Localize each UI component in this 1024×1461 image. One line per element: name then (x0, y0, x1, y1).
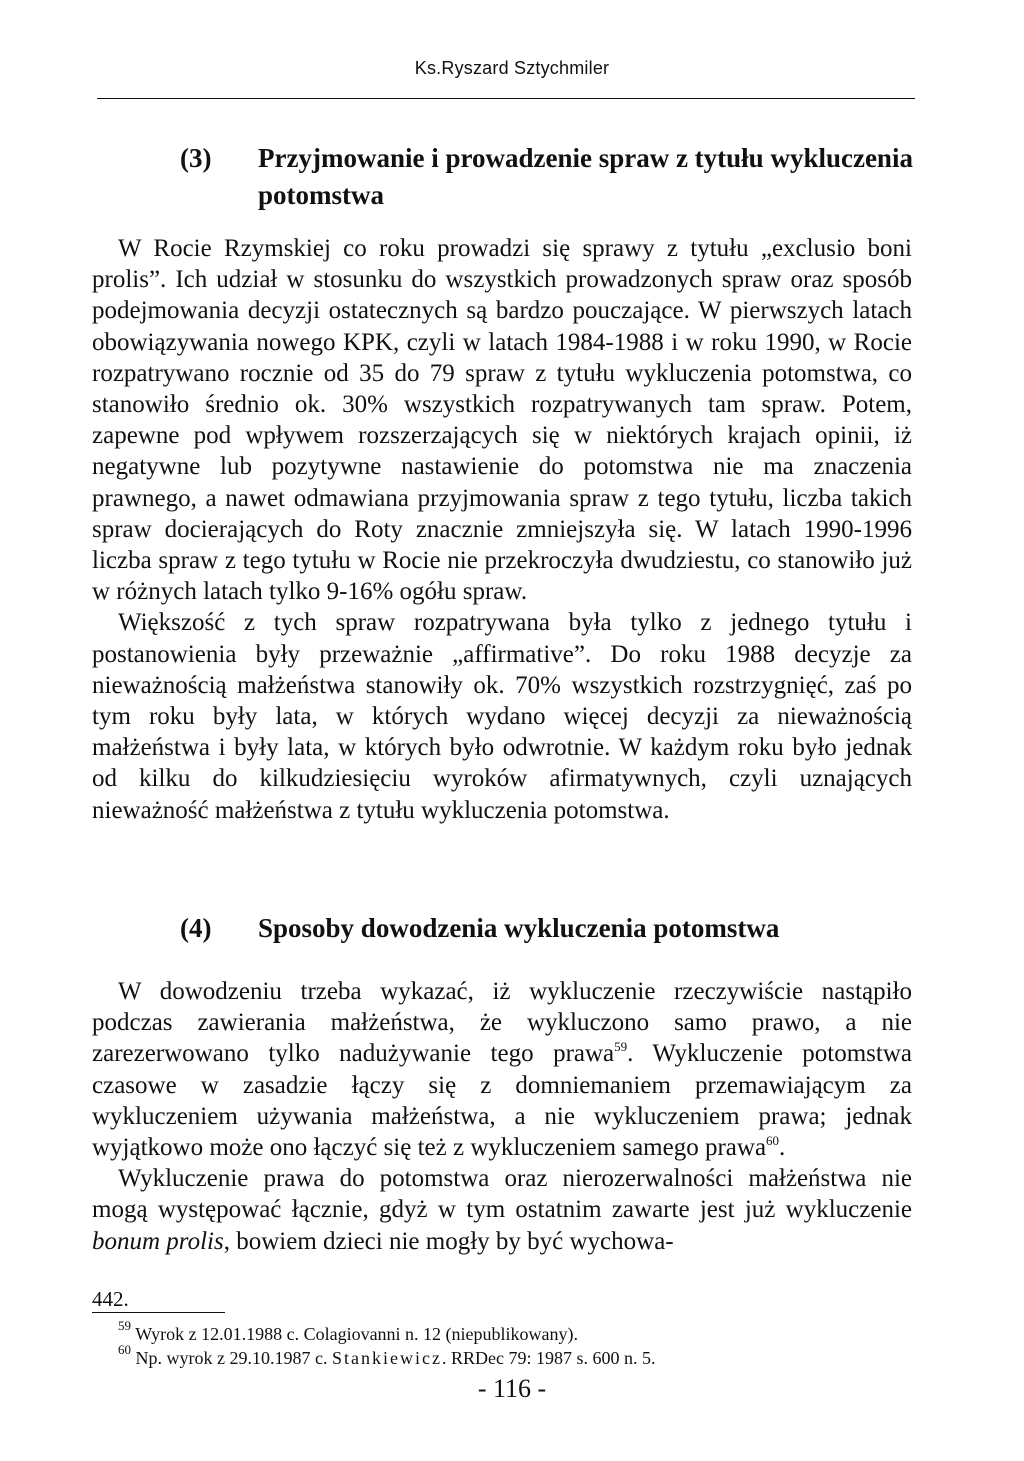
section-4-paragraph (92, 1163, 912, 1257)
footnote-60 (118, 1342, 898, 1370)
paragraph-text: , bowiem dzieci nie mogły by być wychowa- (223, 1227, 674, 1255)
section-3-paragraph: Większość z tych spraw rozpatrywana była tylko z jednego tytułu i postanowienia były przeważnie „affirmative”. Do roku 1988 decyzje za nieważnością małżeństwa stanowiły ok. 70% wszystkich rozstrzygnięć, zaś po tym roku były lata, w których wydano więcej decyzji za nieważnością małżeństwa i były lata, w których było odwrotnie. W każdym roku było jednak od kilku do kilkudziesięciu wyroków afirmatywnych, czyli uznających nieważność małżeństwa z tytułu wykluczenia potomstwa. (92, 609, 912, 824)
footnote-number: 59 (118, 1318, 131, 1333)
paragraph-text: W dowodzeniu trzeba wykazać, iż wykluczenie rzeczywiście nastąpiło podczas zawierania małżeństwa, że wykluczono samo prawo, a nie zarezerwowano tylko nadużywanie tego prawa (92, 978, 912, 1068)
italic-term: bonum prolis (92, 1227, 224, 1255)
paragraph-text: Wykluczenie prawa do potomstwa oraz nierozerwalności małżeństwa nie mogą występować łącznie, gdyż w tym ostatnim zawarte jest już wykluczenie (92, 1165, 912, 1224)
footnotes (118, 1318, 898, 1370)
footnote-text: . RRDec 79: 1987 s. 600 n. 5. (441, 1348, 656, 1368)
footnote-59 (118, 1318, 898, 1346)
section-3-paragraph: W Rocie Rzymskiej co roku prowadzi się sprawy z tytułu „exclusio boni prolis”. Ich udział w stosunku do wszystkich prowadzonych spraw oraz sposób podejmowania decyzji ostatecznych są bardzo pouczające. W pierwszych latach obowiązywania nowego KPK, czyli w latach 1984-1988 i w roku 1990, w Rocie rozpatrywano rocznie od 35 do 79 spraw z tytułu wykluczenia potomstwa, co stanowiło średnio ok. 30% wszystkich rozpatrywanych tam spraw. Potem, zapewne pod wpływem rozszerzających się w niektórych krajach opinii, iż negatywne lub pozytywne nastawienie do potomstwa nie ma znaczenia prawnego, a nawet odmawiana przyjmowania spraw z tego tytułu, liczba takich spraw docierających do Roty znacznie zmniejszyła się. W latach 1990-1996 liczba spraw z tego tytułu w Rocie nie przekroczyła dwudziestu, co stanowiło już w różnych latach tylko 9-16% ogółu spraw. (92, 235, 912, 606)
section-4-heading (180, 910, 920, 947)
paragraph-text: . Wykluczenie potomstwa czasowe w zasadzie łączy się z domniemaniem przemawiającym za wykluczeniem używania małżeństwa, a nie wykluczeniem prawa; jednak wyjątkowo może ono łączyć się też z wykluczeniem samego prawa (92, 1040, 913, 1162)
paragraph-text: . (779, 1134, 786, 1162)
footnote-text: Np. wyrok z 29.10.1987 c. (135, 1348, 332, 1368)
footnote-ref-60: 60 (766, 1133, 780, 1149)
footnote-spaced-name: Stankiewicz (331, 1348, 442, 1368)
section-4-body (92, 976, 912, 1257)
running-header: Ks.Ryszard Sztychmiler (414, 58, 610, 78)
footnote-text: Wyrok z 12.01.1988 c. Colagiovanni n. 12 (niepublikowany). (135, 1324, 579, 1344)
header-rule (97, 98, 915, 99)
page-number: - 116 - (477, 1374, 547, 1403)
footnote-ref-59: 59 (614, 1039, 628, 1055)
section-4-title: Sposoby dowodzenia wykluczenia potomstwa (258, 913, 780, 943)
section-4-number: (4) (180, 913, 212, 943)
section-3-body (92, 233, 912, 826)
section-4-paragraph (92, 976, 912, 1163)
section-3-number: (3) (180, 143, 212, 173)
section-3-heading (180, 140, 920, 214)
section-3-title: Przyjmowanie i prowadzenie spraw z tytułu wykluczenia potomstwa (258, 143, 913, 210)
margin-page-number: 442. (92, 1287, 129, 1311)
footnote-rule (92, 1312, 225, 1313)
footnote-number: 60 (118, 1342, 131, 1357)
